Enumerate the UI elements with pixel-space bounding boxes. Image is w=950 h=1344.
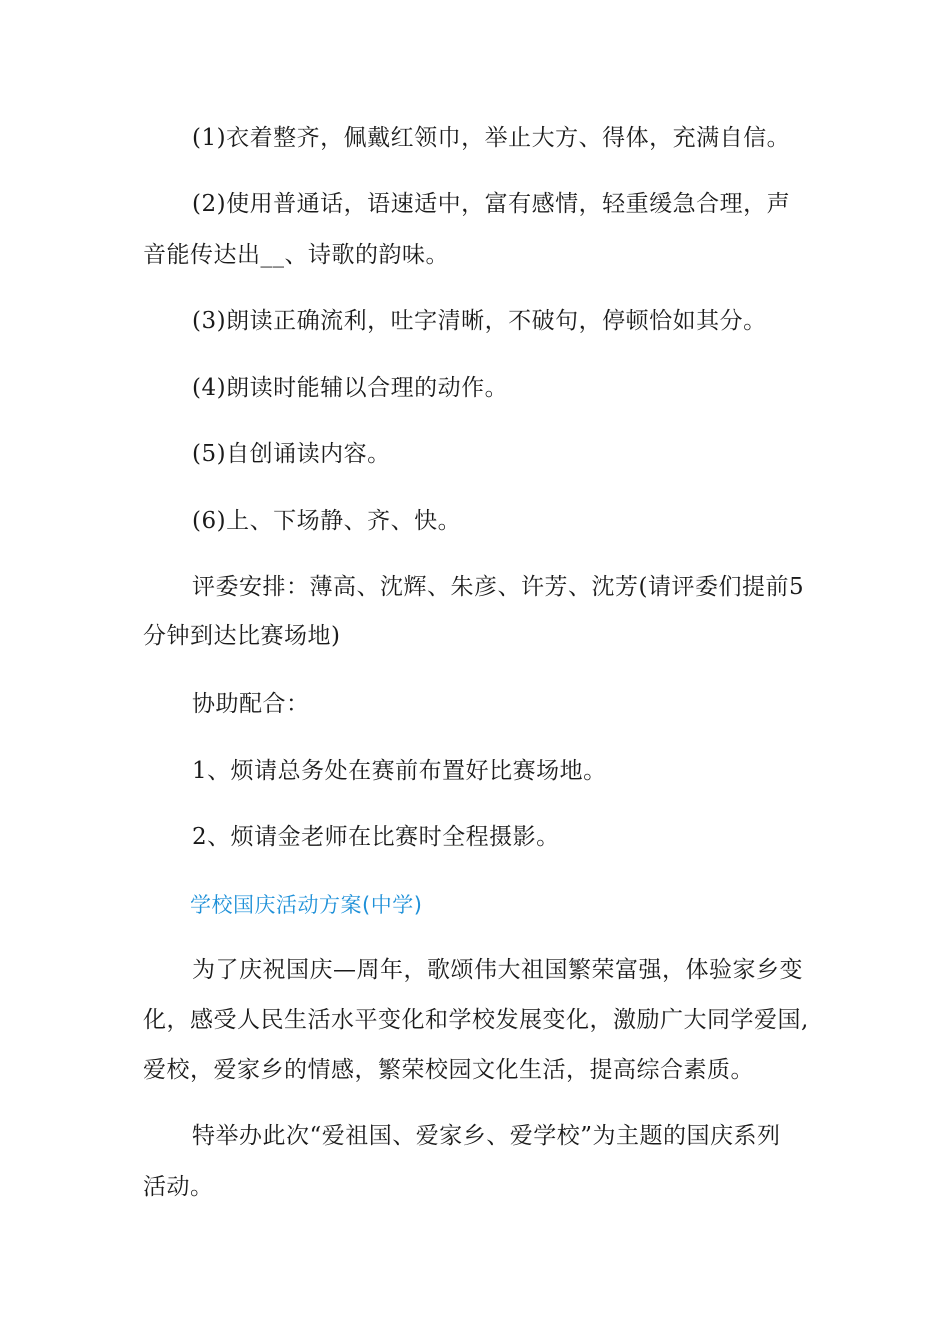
criteria-item-1: (1)衣着整齐，佩戴红领巾，举止大方、得体，充满自信。: [192, 125, 791, 151]
criteria-item-6: (6)上、下场静、齐、快。: [192, 508, 462, 534]
criteria-item-3: (3)朗读正确流利，吐字清晰，不破句，停顿恰如其分。: [192, 308, 767, 334]
intro-line-2: 化，感受人民生活水平变化和学校发展变化，激励广大同学爱国,: [143, 1007, 809, 1033]
theme-line-1: 特举办此次“爱祖国、爱家乡、爱学校”为主题的国庆系列: [192, 1123, 781, 1149]
theme-line-2: 活动。: [143, 1174, 214, 1200]
assist-item-1: 1、烦请总务处在赛前布置好比赛场地。: [192, 758, 607, 784]
judges-line-1: 评委安排：薄高、沈辉、朱彦、许芳、沈芳(请评委们提前5: [192, 574, 805, 600]
criteria-item-4: (4)朗读时能辅以合理的动作。: [192, 375, 509, 401]
assist-title: 协助配合：: [192, 691, 310, 717]
criteria-item-2: (2)使用普通话，语速适中，富有感情，轻重缓急合理，声: [192, 191, 791, 217]
intro-line-3: 爱校，爱家乡的情感，繁荣校园文化生活，提高综合素质。: [143, 1057, 754, 1083]
intro-line-1: 为了庆祝国庆—周年，歌颂伟大祖国繁荣富强，体验家乡变: [192, 957, 803, 983]
criteria-item-2-continued: 音能传达出__、诗歌的韵味。: [143, 242, 449, 268]
judges-line-2: 分钟到达比赛场地): [143, 623, 341, 649]
criteria-item-5: (5)自创诵读内容。: [192, 441, 391, 467]
section-heading: 学校国庆活动方案(中学): [190, 893, 423, 917]
assist-item-2: 2、烦请金老师在比赛时全程摄影。: [192, 824, 560, 850]
